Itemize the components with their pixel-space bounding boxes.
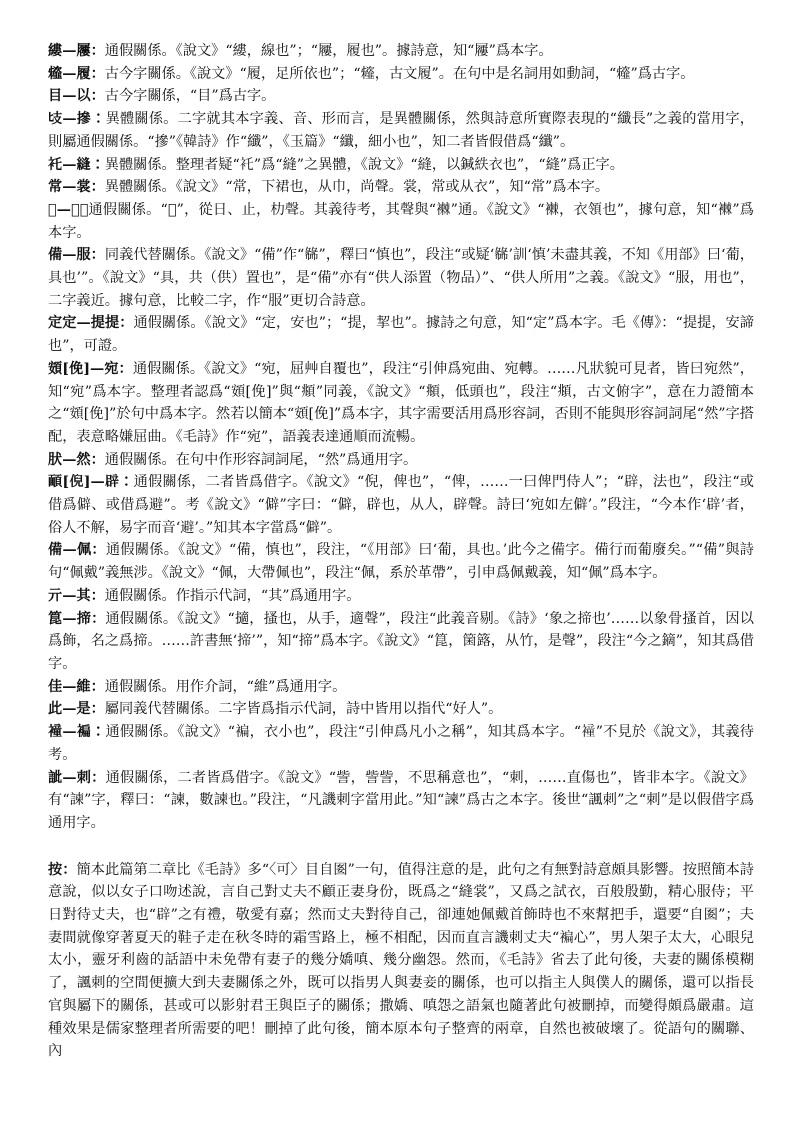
variant-entry bbox=[48, 85, 754, 108]
entry-head: 𣦘—襋： bbox=[48, 201, 89, 218]
entry-text: 同義代替關係。《說文》“備”作“㣈”，釋曰“慎也”，段注“或疑‘㣈’訓‘慎’未盡其義，不知《用部》曰‘葡，具也’”。《說文》“具，共（供）置也”，是“備”亦有“供人添置（物品）”、“供人所用”之義。《說文》“服，用也”，二字義近。據句意，比較二字，作“服”更切合詩意。 bbox=[48, 247, 754, 309]
entry-text: 通假關係。《說文》“宛，屈艸自覆也”，段注“引伸爲宛曲、宛轉。……凡狀貌可見者，皆曰宛然”，知“宛”爲本字。整理者認爲“頞[俛]”與“頫”同義，《說文》“頫，低頭也”，段注“頫，古文俯字”，意在力證簡本之“頞[俛]”於句中爲本字。然若以簡本“頞[俛]”爲本字，其字需要活用爲形容詞，否則不能與形容詞詞尾“然”字搭配，表意略嫌屈曲。《毛詩》作“宛”，語義表達通順而流暢。 bbox=[48, 360, 754, 445]
entry-text: 古今字關係，“目”爲古字。 bbox=[104, 88, 276, 105]
entry-head: 此—是： bbox=[48, 701, 105, 718]
variant-entry bbox=[48, 721, 754, 766]
entry-text: 通假關係，二者皆爲借字。《說文》“倪，俾也”，“俾，……一曰俾門侍人”；“辟，法也”，段注“或借爲僻、或借爲避”。考《說文》“僻”字曰：“僻，辟也，从人，辟聲。詩曰‘宛如左僻’。”段注，“今本作‘辟’者，俗人不解，易字而音‘避’。”知其本字當爲“僻”。 bbox=[48, 474, 754, 536]
entry-text: 異體關係。《說文》“常，下裙也，从巾，尚聲。裳，常或从衣”，知“常”爲本字。 bbox=[104, 179, 610, 196]
variant-entry bbox=[48, 63, 754, 86]
entry-text: 通假關係。《說文》“定，安也”；“提，挈也”。據詩之句意，知“定”爲本字。毛《傳》：“提提，安諦也”，可證。 bbox=[48, 315, 754, 355]
entry-head: 備—服： bbox=[48, 247, 105, 264]
entry-head: 𢺵—摻： bbox=[48, 111, 106, 128]
entry-head: 訿—刺： bbox=[48, 769, 106, 786]
entry-head: 備—佩： bbox=[48, 542, 106, 559]
entries-list bbox=[48, 40, 754, 835]
entry-head: 𧝎—褊： bbox=[48, 724, 106, 741]
commentary-head: 按： bbox=[48, 861, 77, 878]
variant-entry bbox=[48, 698, 754, 721]
entry-text: 通假關係。《說文》“褊，衣小也”，段注“引伸爲凡小之稱”，知其爲本字。“𧝎”不見於《說文》，其義待考。 bbox=[48, 724, 754, 763]
variant-entry bbox=[48, 154, 754, 177]
entry-head: 𧘐—縫： bbox=[48, 156, 105, 173]
entry-head: 定定—提提： bbox=[48, 315, 134, 332]
entry-head: 頞[俛]—宛： bbox=[48, 360, 133, 377]
variant-entry bbox=[48, 585, 754, 608]
variant-entry bbox=[48, 199, 754, 244]
variant-entry bbox=[48, 608, 754, 676]
entry-head: 肰—然： bbox=[48, 451, 105, 468]
entry-text: 通假關係。《說文》“擿，搔也，从手，適聲”，段注“此義音剔。《詩》‘象之揥也’……以象骨搔首，因以爲飾，名之爲揥。……許書無‘揥’”，知“揥”爲本字。《說文》“箟，箘簬，从竹，是聲”，段注“今之鏑”，知其爲借字。 bbox=[48, 610, 754, 672]
entry-head: 縷—屨： bbox=[48, 43, 105, 59]
variant-entry bbox=[48, 108, 754, 153]
commentary-text: 簡本此篇第二章比《毛詩》多“〈可〉目自𡇔”一句，值得注意的是，此句之有無對詩意頗具影響。按照簡本詩意說，似以女子口吻述說，言自己對丈夫不顧正妻身份，既爲之“縫裳”，又爲之試衣，百般殷勤，精心服侍；平日對待丈夫，也“辟”之有禮，敬愛有嘉；然而丈夫對待自己，卻連她佩戴首飾時也不來幫把手，還要“自𡇔”；夫妻間就像穿著夏天的鞋子走在秋冬時的霜雪路上，極不相配，因而直言譏刺丈夫“褊心”，男人架子太大，心眼兒太小，靈牙利齒的話語中未免帶有妻子的幾分嬌嗔、幾分幽怨。然而，《毛詩》省去了此句後，夫妻的關係模糊了，諷刺的空間便擴大到夫妻關係之外，既可以指男人與妻妾的關係，也可以指主人與僕人的關係，還可以指長官與屬下的關係，甚或可以影射君王與臣子的關係；撒嬌、嗔怨之語氣也隨著此句被刪掉，而變得頗爲嚴肅。這種效果是儒家整理者所需要的吧！刪掉了此句後，簡本原本句子整齊的兩章，自然也被破壞了。從語句的關聯、內 bbox=[48, 861, 754, 1060]
variant-entry bbox=[48, 676, 754, 699]
variant-entry bbox=[48, 471, 754, 539]
entry-text: 通假關係，二者皆爲借字。《說文》“訾，訾訾，不思稱意也”，“刺，……直傷也”，皆非本字。《說文》有“諫”字，釋曰：“諫，數諫也。”段注，“凡譏刺字當用此。”知“諫”爲古之本字。後世“諷刺”之“刺”是以假借字爲通用字。 bbox=[48, 769, 754, 831]
entry-text: 古今字關係。《說文》“履，足所依也”；“䪢，古文履”。在句中是名詞用如動詞，“䪢”爲古字。 bbox=[104, 65, 695, 82]
entry-head: 箟—揥： bbox=[48, 610, 106, 627]
entry-text: 通假關係。《說文》“縷，線也”；“屨，履也”。據詩意，知“屨”爲本字。 bbox=[104, 43, 553, 59]
commentary-paragraph bbox=[48, 859, 754, 1063]
entry-text: 通假關係。《說文》“備，慎也”，段注，“《用部》曰‘葡，具也。’此今之備字。備行而葡廢矣。”“備”與詩句“佩戴”義無涉。《說文》“佩，大帶佩也”，段注“佩，系於革帶”，引申爲佩戴義，知“佩”爲本字。 bbox=[48, 542, 754, 582]
entry-head: 𩔁[倪]—辟： bbox=[48, 474, 134, 491]
entry-text: 通假關係。作指示代詞，“其”爲通用字。 bbox=[104, 587, 361, 604]
variant-entry bbox=[48, 539, 754, 584]
entry-text: 通假關係。在句中作形容詞詞尾，“然”爲通用字。 bbox=[104, 451, 418, 468]
entry-text: 異體關係。整理者疑“𧘐”爲“縫”之異體，《說文》“縫，以鍼紩衣也”，“縫”爲正字。 bbox=[104, 156, 624, 173]
entry-text: 異體關係。二字就其本字義、音、形而言，是異體關係，然與詩意所實際表現的“纖長”之義的當用字，則屬通假關係。“摻”《韓詩》作“纖”，《玉篇》“纖，細小也”，知二者皆假借爲“纖”。 bbox=[48, 111, 754, 150]
variant-entry bbox=[48, 244, 754, 312]
variant-entry bbox=[48, 767, 754, 835]
entry-text: 屬同義代替關係。二字皆爲指示代詞，詩中皆用以指代“好人”。 bbox=[104, 701, 503, 718]
entry-head: 佳—維： bbox=[48, 678, 105, 695]
entry-head: 亓—其： bbox=[48, 587, 105, 604]
entry-text: 通假關係。“𣦘”，從日、止，朸聲。其義待考，其聲與“襋”通。《說文》“襋，衣領也”，據句意，知“襋”爲本字。 bbox=[48, 201, 754, 241]
variant-entry bbox=[48, 358, 754, 449]
variant-entry bbox=[48, 40, 754, 63]
variant-entry bbox=[48, 176, 754, 199]
entry-head: 常—裳： bbox=[48, 179, 105, 196]
entry-head: 目—以： bbox=[48, 88, 105, 105]
variant-entry bbox=[48, 449, 754, 472]
entry-head: 䪢—履： bbox=[48, 65, 105, 82]
variant-entry bbox=[48, 312, 754, 357]
entry-text: 通假關係。用作介詞，“維”爲通用字。 bbox=[104, 678, 347, 695]
